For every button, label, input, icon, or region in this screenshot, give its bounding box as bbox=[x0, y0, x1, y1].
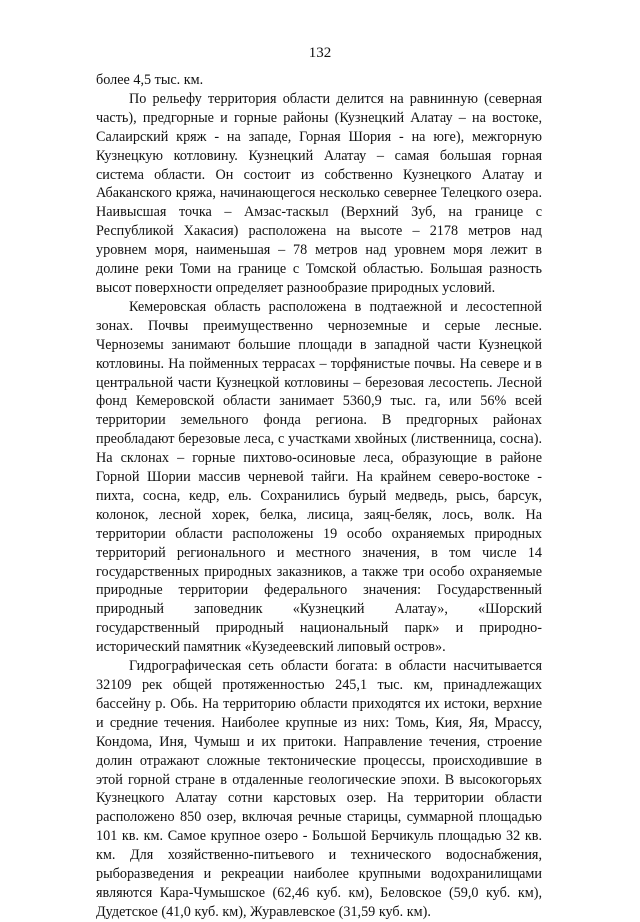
paragraph-continuation: более 4,5 тыс. км. bbox=[96, 72, 204, 88]
document-body bbox=[96, 71, 542, 922]
page-number: 132 bbox=[308, 45, 332, 61]
paragraph-soils-forests: Кемеровская область расположена в подтаежной и лесостепной зонах. Почвы преимущественно черноземные и серые лесные. Черноземы занимают большие площади в западной части Кузнецкой котловины. На пойменных террасах – торфянистые почвы. На севере и в центральной части Кузнецкой котловины – березовая лесостепь. Лесной фонд Кемеровской области занимает 5360,9 тыс. га, или 56% всей территории земельного фонда региона. В предгорных районах преобладают березовые леса, с участками хвойных (лиственница, сосна). На склонах – горные пихтово-осиновые леса, образующие в районе Горной Шории массив черневой тайги. На крайнем северо-востоке - пихта, сосна, кедр, ель. Сохранились бурый медведь, рысь, барсук, колонок, лесной хорек, белка, лисица, заяц-беляк, лось, волк. На территории области расположены 19 особо охраняемых природных территорий регионального и местного значения, в том числе 14 государственных природных заказников, а также три особо охраняемые природные территории федерального значения: Государственный природный заповедник «Кузнецкий Алатау», «Шорский государственный природный национальный парк» и природно-исторический памятник «Кузедеевский липовый остров». bbox=[96, 298, 542, 656]
paragraph-relief: По рельефу территория области делится на равнинную (северная часть), предгорные и горные районы (Кузнецкий Алатау – на востоке, Салаирский кряж - на западе, Горная Шория - на юге), межгорную Кузнецкую котловину. Кузнецкий Алатау – самая большая горная система области. Он состоит из собственно Кузнецкого Алатау и Абаканского кряжа, начинающегося несколько севернее Телецкого озера. Наивысшая точка – Амзас-таскыл (Верхний Зуб, на границе с Республикой Хакасия) расположена на высоте – 2178 метров над уровнем моря, наименьшая – 78 метров над уровнем моря лежит в долине реки Томи на границе с Томской областью. Большая разность высот поверхности определяет разнообразие природных условий. bbox=[96, 90, 542, 296]
paragraph-hydrography: Гидрографическая сеть области богата: в области насчитывается 32109 рек общей протяженностью 245,1 тыс. км, принадлежащих бассейну р. Обь. На территорию области приходятся их истоки, верхние и средние течения. Наиболее крупные из них: Томь, Кия, Яя, Мрассу, Кондома, Иня, Чумыш и их притоки. Направление течения, строение долин отражают сложные тектонические процессы, происходившие в этой горной стране в отдаленные геологические эпохи. В высокогорьях Кузнецкого Алатау сотни карстовых озер. На территории области расположено 850 озер, включая речные старицы, суммарной площадью 101 кв. км. Самое крупное озеро - Большой Берчикуль площадью 32 кв. км. Для хозяйственно-питьевого и технического водоснабжения, рыборазведения и рекреации наиболее крупными водохранилищами являются Кара-Чумышское (62,46 куб. км), Беловское (59,0 куб. км), Дудетское (41,0 куб. км), Журавлевское (31,59 куб. км). bbox=[96, 658, 542, 920]
